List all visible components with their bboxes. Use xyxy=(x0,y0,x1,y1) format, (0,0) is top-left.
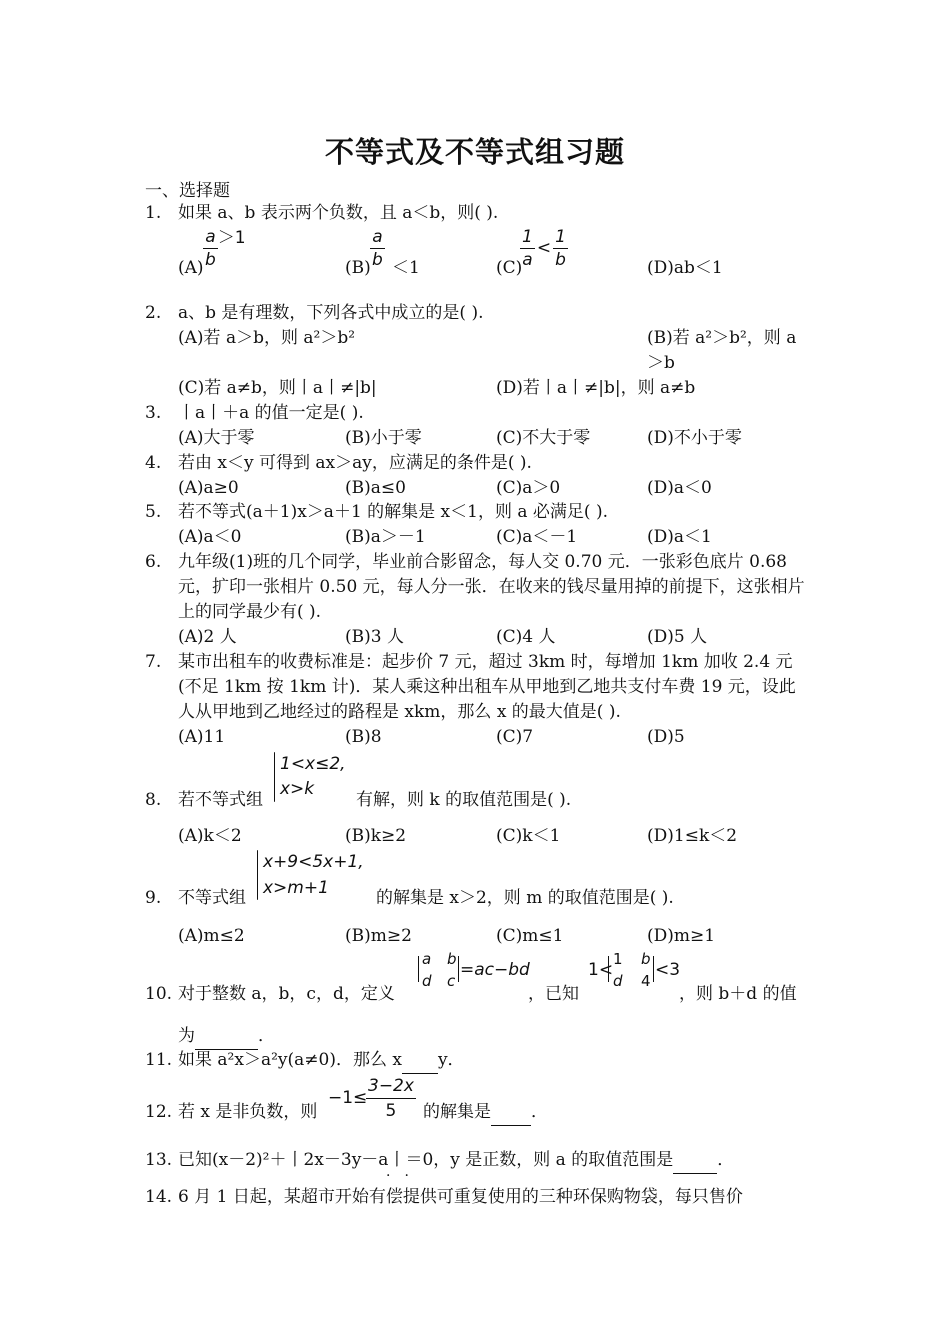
question-number: 7. xyxy=(145,652,162,672)
bound-low: −1≤ xyxy=(328,1088,368,1108)
given-b: b xyxy=(641,950,651,968)
option-a: (A)a≥0 xyxy=(178,478,239,498)
question-number: 2. xyxy=(145,303,162,323)
matrix-a: a xyxy=(422,950,432,968)
question-7 xyxy=(145,650,810,725)
options-row xyxy=(178,725,818,750)
question-2 xyxy=(145,301,810,326)
question-number: 9. xyxy=(145,888,162,908)
question-mid: ，已知 xyxy=(528,984,579,1004)
question-line-2: 为 ． xyxy=(178,1024,275,1050)
question-6 xyxy=(145,550,810,625)
option-b: (B)a≤0 xyxy=(345,478,406,498)
options-row xyxy=(178,625,818,650)
question-text: 若由 x＜y 可得到 ax＞ay，应满足的条件是( ). xyxy=(178,453,532,473)
question-number: 8. xyxy=(145,790,162,810)
question-text: 九年级(1)班的几个同学，毕业前合影留念，每人交 0.70 元．一张彩色底片 0.68 元，扩印一张相片 0.50 元，每人分一张．在收来的钱尽量用掉的前提下，这张相片上的同学最少有( ). xyxy=(178,552,805,622)
option-d: (D)ab＜1 xyxy=(647,258,723,278)
question-number: 3. xyxy=(145,403,162,423)
option-a: (A)a＜0 xyxy=(178,527,242,547)
option-a: (A)m≤2 xyxy=(178,926,245,946)
option-b: (B)3 人 xyxy=(345,627,404,647)
fraction: $\frac{3-2x}{5}$ xyxy=(368,1076,414,1121)
given-4: 4 xyxy=(641,972,651,990)
determinant-bar-left xyxy=(418,956,419,982)
option-d: (D)a＜1 xyxy=(647,527,712,547)
question-11: 如果 a²x＞a²y(a≠0)．那么 x y． xyxy=(178,1048,465,1074)
bound-low: 1< xyxy=(588,960,614,980)
question-text: 某市出租车的收费标准是：起步价 7 元，超过 3km 时，每增加 1km 加收 2.4 元(不足 1km 按 1km 计)．某人乘这种出租车从甲地到乙地共支付车费 19 元，设此人从甲地到乙地经过的路程是 xkm，那么 x 的最大值是( ). xyxy=(178,652,796,722)
emphasis-dots: ·· xyxy=(386,1168,423,1184)
system-line-2: x>m+1 xyxy=(263,878,329,898)
option-b: (B)8 xyxy=(345,727,382,747)
option-a: (A)2 人 xyxy=(178,627,237,647)
option-c: (C)不大于零 xyxy=(496,428,591,448)
matrix-d: d xyxy=(422,972,432,990)
option-d: (D)5 人 xyxy=(647,627,708,647)
option-c: (C)4 人 xyxy=(496,627,556,647)
question-text: a、b 是有理数，下列各式中成立的是( ). xyxy=(178,303,484,323)
option-b: (B)若 a²＞b²，则 a ＞b xyxy=(647,328,797,373)
options-row xyxy=(178,525,818,550)
system-brace xyxy=(257,850,258,900)
matrix-b: b xyxy=(447,950,457,968)
option-b: (B) xyxy=(345,258,371,278)
bound-high: <3 xyxy=(655,960,681,980)
question-13: 已知(x－2)²＋丨2x－3y－a丨＝0，y 是正数，则 a 的取值范围是 ． xyxy=(178,1148,734,1174)
option-b: (B)小于零 xyxy=(345,428,422,448)
answer-blank[interactable] xyxy=(195,1024,258,1050)
options-row xyxy=(178,824,818,849)
option-d: (D)m≥1 xyxy=(647,926,716,946)
question-lead: 对于整数 a，b，c，d，定义 xyxy=(178,984,395,1004)
option-a: (A) xyxy=(178,258,204,278)
option-c: (C)a＜－1 xyxy=(496,527,578,547)
system-line-2: x>k xyxy=(280,779,315,799)
question-number: 12. xyxy=(145,1102,173,1122)
question-number: 1. xyxy=(145,203,162,223)
question-lead: 不等式组 xyxy=(178,888,246,908)
option-c: (C)a＞0 xyxy=(496,478,561,498)
question-text: 丨a丨＋a 的值一定是( ). xyxy=(178,403,364,423)
section-heading: 一、选择题 xyxy=(145,181,230,201)
question-4 xyxy=(145,451,810,476)
options-row xyxy=(178,476,818,501)
option-d: (D)a＜0 xyxy=(647,478,712,498)
system-brace xyxy=(274,752,275,802)
option-c: (C)若 a≠b，则丨a丨≠|b| xyxy=(178,378,377,398)
question-tail: 的解集是 x＞2，则 m 的取值范围是( ). xyxy=(376,888,674,908)
question-tail: ，则 b＋d 的值 xyxy=(679,984,797,1004)
question-number: 11. xyxy=(145,1050,173,1070)
option-b-fraction: $\frac{a}{b}$ xyxy=(372,227,383,270)
question-3 xyxy=(145,401,810,426)
question-number: 10. xyxy=(145,984,173,1004)
option-c-fractions: $\frac{1}{a}$ < $\frac{1}{b}$ xyxy=(522,227,566,270)
option-d: (D)5 xyxy=(647,727,685,747)
option-d: (D)1≤k＜2 xyxy=(647,826,738,846)
option-a: (A)11 xyxy=(178,727,226,747)
option-c: (C)k＜1 xyxy=(496,826,561,846)
question-lead: 若 x 是非负数，则 xyxy=(178,1102,318,1122)
determinant-bar-right-2 xyxy=(653,956,654,982)
question-5 xyxy=(145,500,810,525)
option-a-fraction: $\frac{a}{b}$ ＞1 xyxy=(205,227,246,270)
question-number: 4. xyxy=(145,453,162,473)
question-number: 6. xyxy=(145,552,162,572)
option-b-relation: ＜1 xyxy=(392,258,420,278)
definition: =ac−bd xyxy=(460,960,530,980)
option-c: (C)m≤1 xyxy=(496,926,564,946)
question-number: 13. xyxy=(145,1150,173,1170)
system-line-1: x+9<5x+1, xyxy=(263,852,364,872)
option-a: (A)若 a＞b，则 a²＞b² xyxy=(178,328,356,348)
option-c: (C)7 xyxy=(496,727,534,747)
question-tail: 的解集是 ． xyxy=(423,1100,548,1126)
option-a: (A)大于零 xyxy=(178,428,255,448)
question-number: 5. xyxy=(145,502,162,522)
question-number: 14. xyxy=(145,1187,173,1207)
option-c: (C) xyxy=(496,258,523,278)
answer-blank[interactable] xyxy=(491,1100,531,1126)
question-text: 6 月 1 日起，某超市开始有偿提供可重复使用的三种环保购物袋，每只售价 xyxy=(178,1187,743,1207)
option-a: (A)k＜2 xyxy=(178,826,242,846)
question-lead: 若不等式组 xyxy=(178,790,263,810)
option-d: (D)不小于零 xyxy=(647,428,742,448)
determinant-bar-left-2 xyxy=(608,956,609,982)
option-b: (B)k≥2 xyxy=(345,826,407,846)
given-d: d xyxy=(613,972,623,990)
given-1: 1 xyxy=(613,950,623,968)
answer-blank[interactable] xyxy=(673,1148,717,1174)
question-text: 若不等式(a＋1)x＞a＋1 的解集是 x＜1，则 a 必满足( ). xyxy=(178,502,608,522)
determinant-bar-right xyxy=(458,956,459,982)
page-title: 不等式及不等式组习题 xyxy=(324,135,625,169)
question-text: 如果 a、b 表示两个负数，且 a＜b，则( ). xyxy=(178,203,499,223)
option-d: (D)若丨a丨≠|b|，则 a≠b xyxy=(496,378,696,398)
question-1 xyxy=(145,201,810,226)
option-b: (B)m≥2 xyxy=(345,926,412,946)
matrix-c: c xyxy=(447,972,456,990)
question-tail: 有解，则 k 的取值范围是( ). xyxy=(356,790,572,810)
system-line-1: 1<x≤2, xyxy=(280,754,346,774)
options-row xyxy=(178,426,818,451)
answer-blank[interactable] xyxy=(402,1048,438,1074)
options-row xyxy=(178,924,818,949)
option-b: (B)a＞－1 xyxy=(345,527,426,547)
